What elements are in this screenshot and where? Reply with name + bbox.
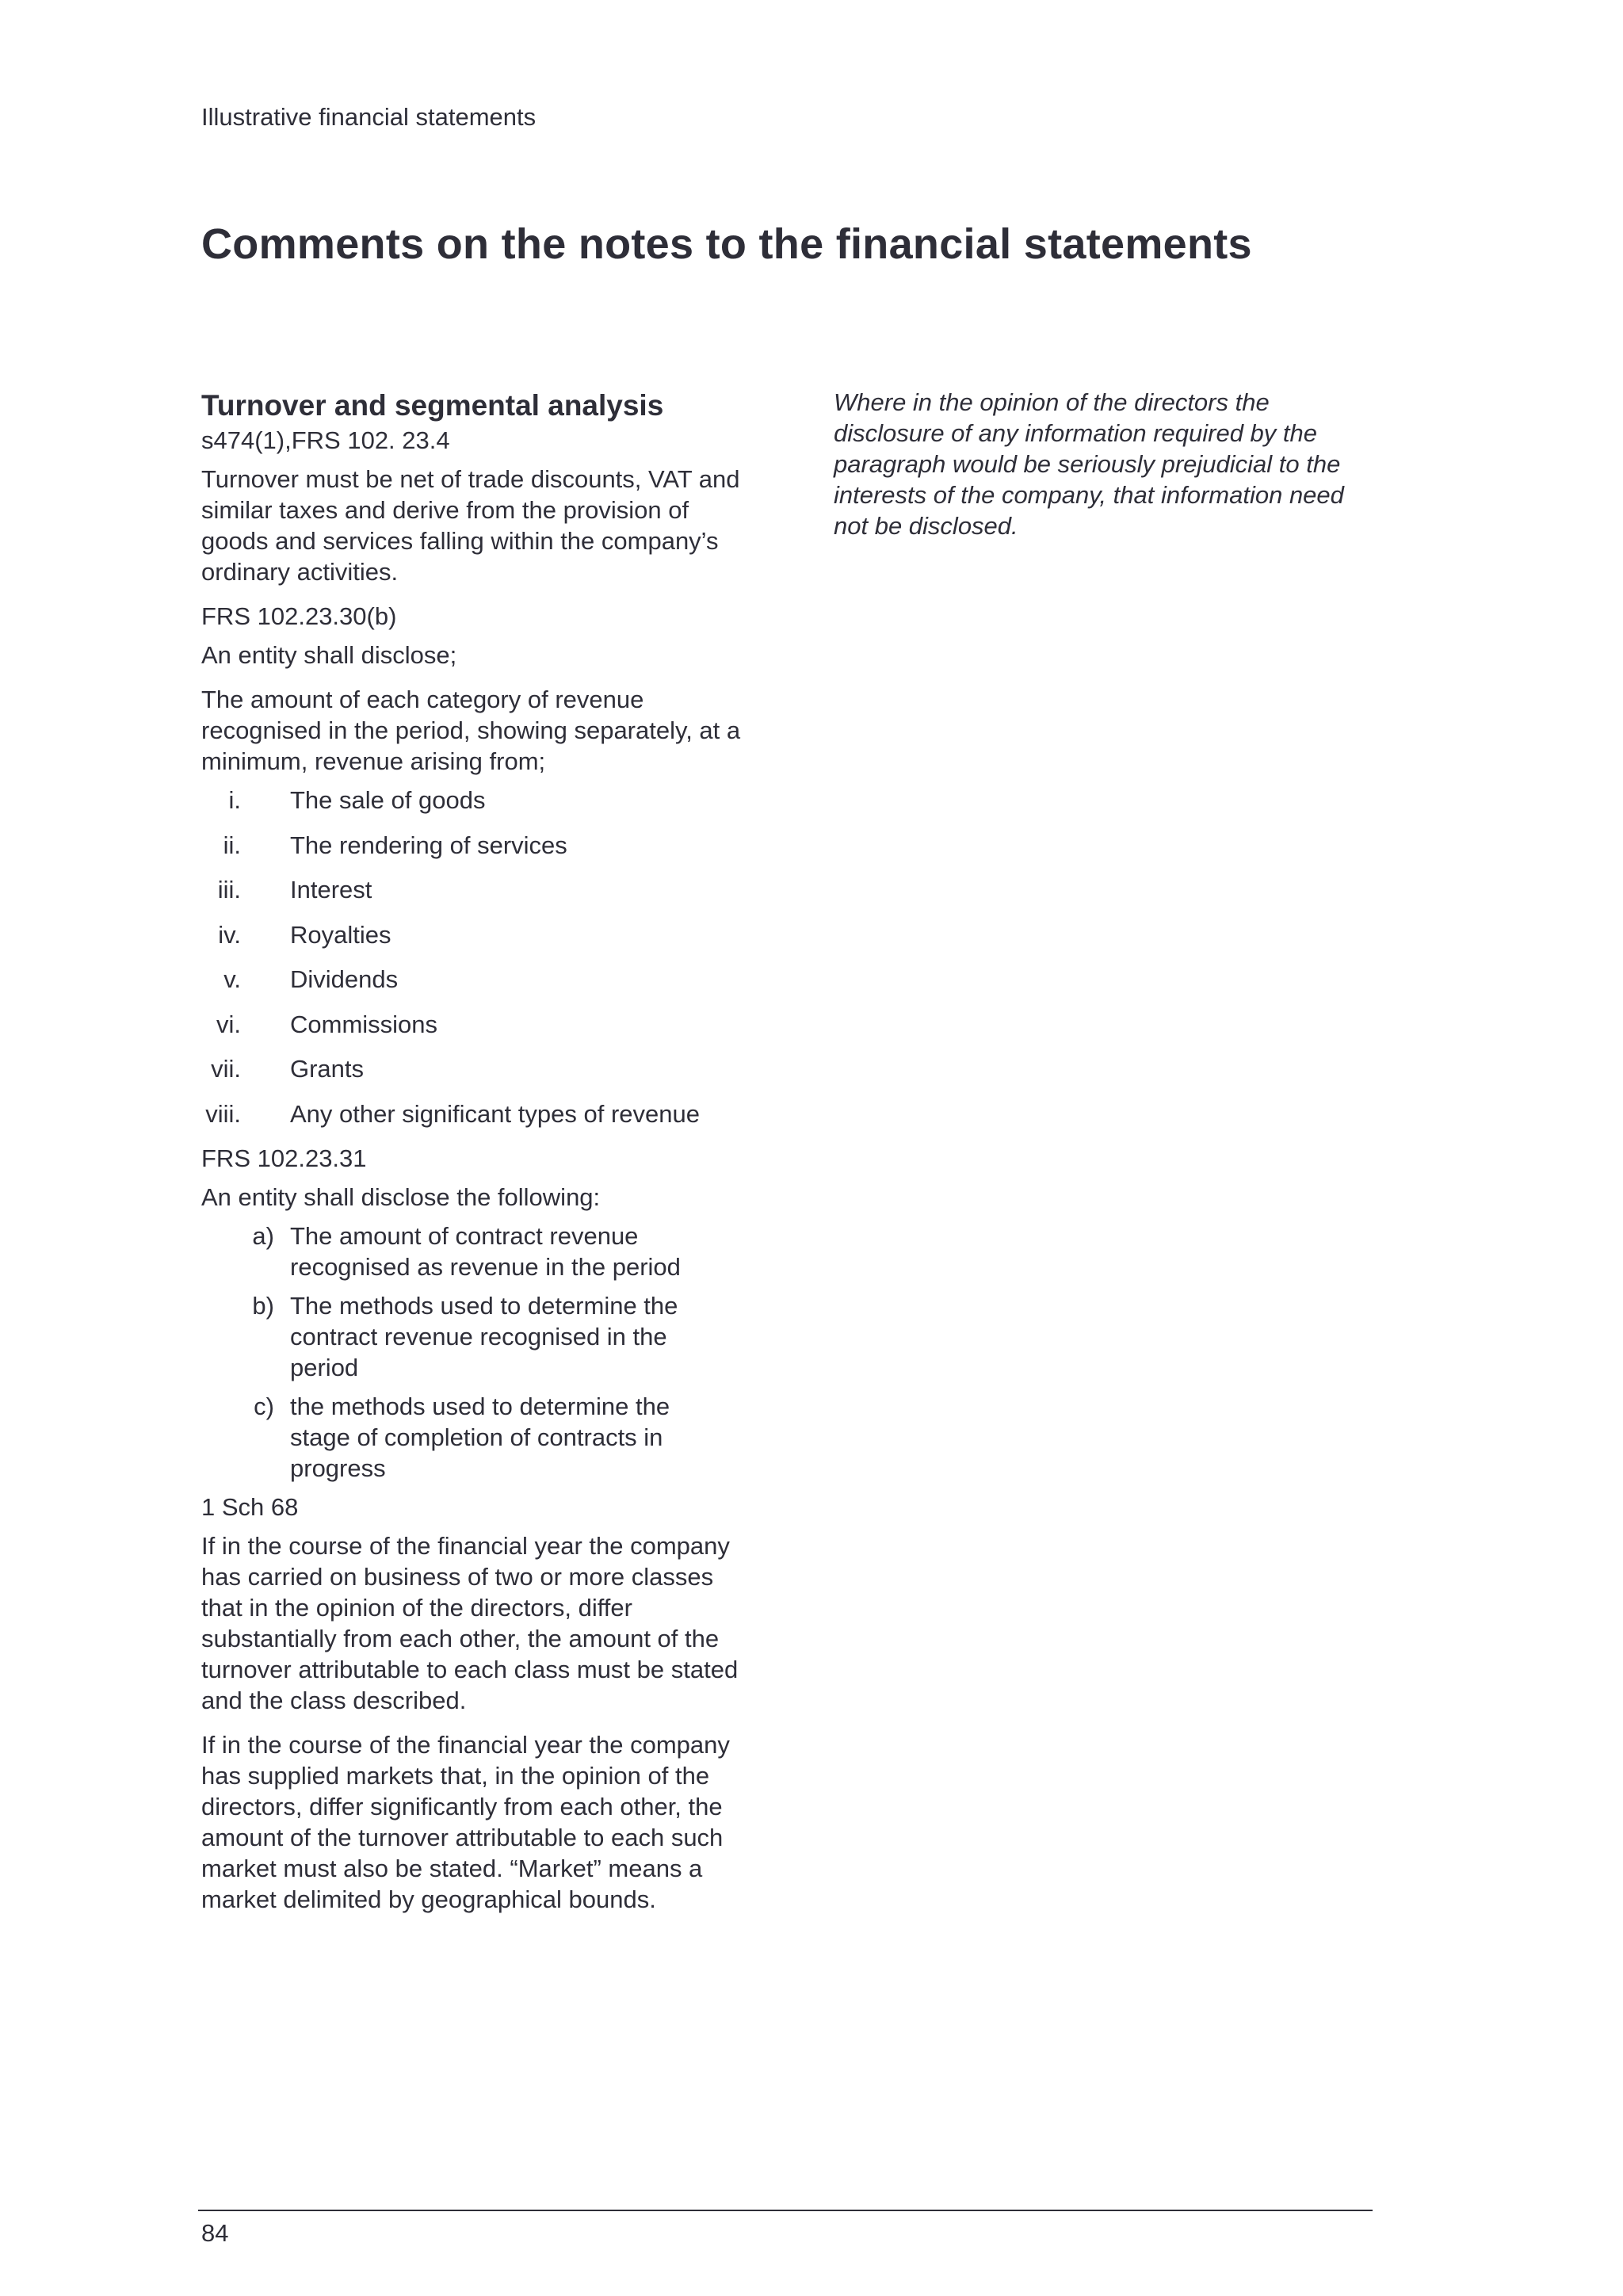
list-item-number: vi.	[216, 1010, 241, 1038]
list-item	[201, 1290, 748, 1383]
list-item-letter: c)	[254, 1392, 274, 1420]
list-item-number: iii.	[217, 876, 241, 904]
list-item-text: The sale of goods	[290, 786, 486, 814]
list-item	[201, 1009, 748, 1040]
list-item	[201, 1221, 748, 1282]
list-item-letter: b)	[252, 1292, 274, 1320]
list-item	[201, 1053, 748, 1084]
list-item	[201, 874, 748, 905]
list-item-text: Grants	[290, 1055, 365, 1083]
list-item-text: Any other significant types of revenue	[290, 1099, 700, 1128]
list-item-text: Dividends	[290, 965, 399, 993]
list-item-number: i.	[228, 786, 241, 814]
list-item-text: the methods used to determine the stage of completion of contracts in progress	[290, 1392, 670, 1482]
prejudicial-exemption-note: Where in the opinion of the directors the disclosure of any information required by the paragraph would be seriously prejudicial to the interests of the company, that information need not be disclosed.	[834, 388, 1344, 540]
footer-divider	[198, 2210, 1373, 2211]
business-classes-paragraph: If in the course of the financial year the company has carried on business of two or more classes that in the opinion of the directors, differ substantially from each other, the amount of the turnover attributable to each class must be stated and the class described.	[201, 1532, 739, 1714]
page-title: Comments on the notes to the financial statements	[201, 220, 1252, 268]
revenue-category-paragraph: The amount of each category of revenue recognised in the period, showing separately, at a minimum, revenue arising from;	[201, 686, 741, 775]
markets-paragraph: If in the course of the financial year the company has supplied markets that, in the opinion of the directors, differ significantly from each other, the amount of the turnover attributable to each such market must also be stated. “Market” means a market delimited by geographical bounds.	[201, 1731, 730, 1913]
left-column	[201, 388, 748, 1928]
list-item-text: The methods used to determine the contract revenue recognised in the period	[290, 1292, 678, 1381]
reference-1-sch-68: 1 Sch 68	[201, 1493, 299, 1521]
list-item-text: Royalties	[290, 920, 391, 949]
list-item	[201, 785, 748, 816]
reference-frs-23-30b: FRS 102.23.30(b)	[201, 602, 397, 630]
list-item-letter: a)	[252, 1222, 274, 1250]
reference-frs-23-31: FRS 102.23.31	[201, 1144, 367, 1172]
list-item-text: Interest	[290, 876, 372, 904]
right-column	[834, 387, 1381, 555]
revenue-types-list	[201, 785, 748, 1129]
turnover-definition-paragraph: Turnover must be net of trade discounts, VAT and similar taxes and derive from the provision of goods and services falling within the company’s ordinary activities.	[201, 465, 740, 586]
list-item-number: viii.	[205, 1099, 241, 1128]
list-item-text: The amount of contract revenue recognised as revenue in the period	[290, 1222, 681, 1281]
running-header: Illustrative financial statements	[201, 103, 537, 131]
list-item-number: v.	[223, 965, 241, 993]
list-item-number: vii.	[211, 1055, 241, 1083]
contract-disclosure-list	[201, 1221, 748, 1484]
contract-disclosure-intro: An entity shall disclose the following:	[201, 1183, 601, 1211]
list-item	[201, 1098, 748, 1129]
disclosure-intro-paragraph: An entity shall disclose;	[201, 641, 457, 669]
list-item-number: iv.	[218, 920, 241, 949]
list-item-text: The rendering of services	[290, 831, 567, 859]
section-heading: Turnover and segmental analysis	[201, 389, 664, 422]
list-item	[201, 919, 748, 950]
list-item-text: Commissions	[290, 1010, 438, 1038]
list-item	[201, 964, 748, 995]
list-item	[201, 830, 748, 861]
page-number: 84	[201, 2219, 229, 2247]
list-item-number: ii.	[223, 831, 241, 859]
list-item	[201, 1391, 748, 1484]
reference-s474: s474(1),FRS 102. 23.4	[201, 426, 450, 454]
